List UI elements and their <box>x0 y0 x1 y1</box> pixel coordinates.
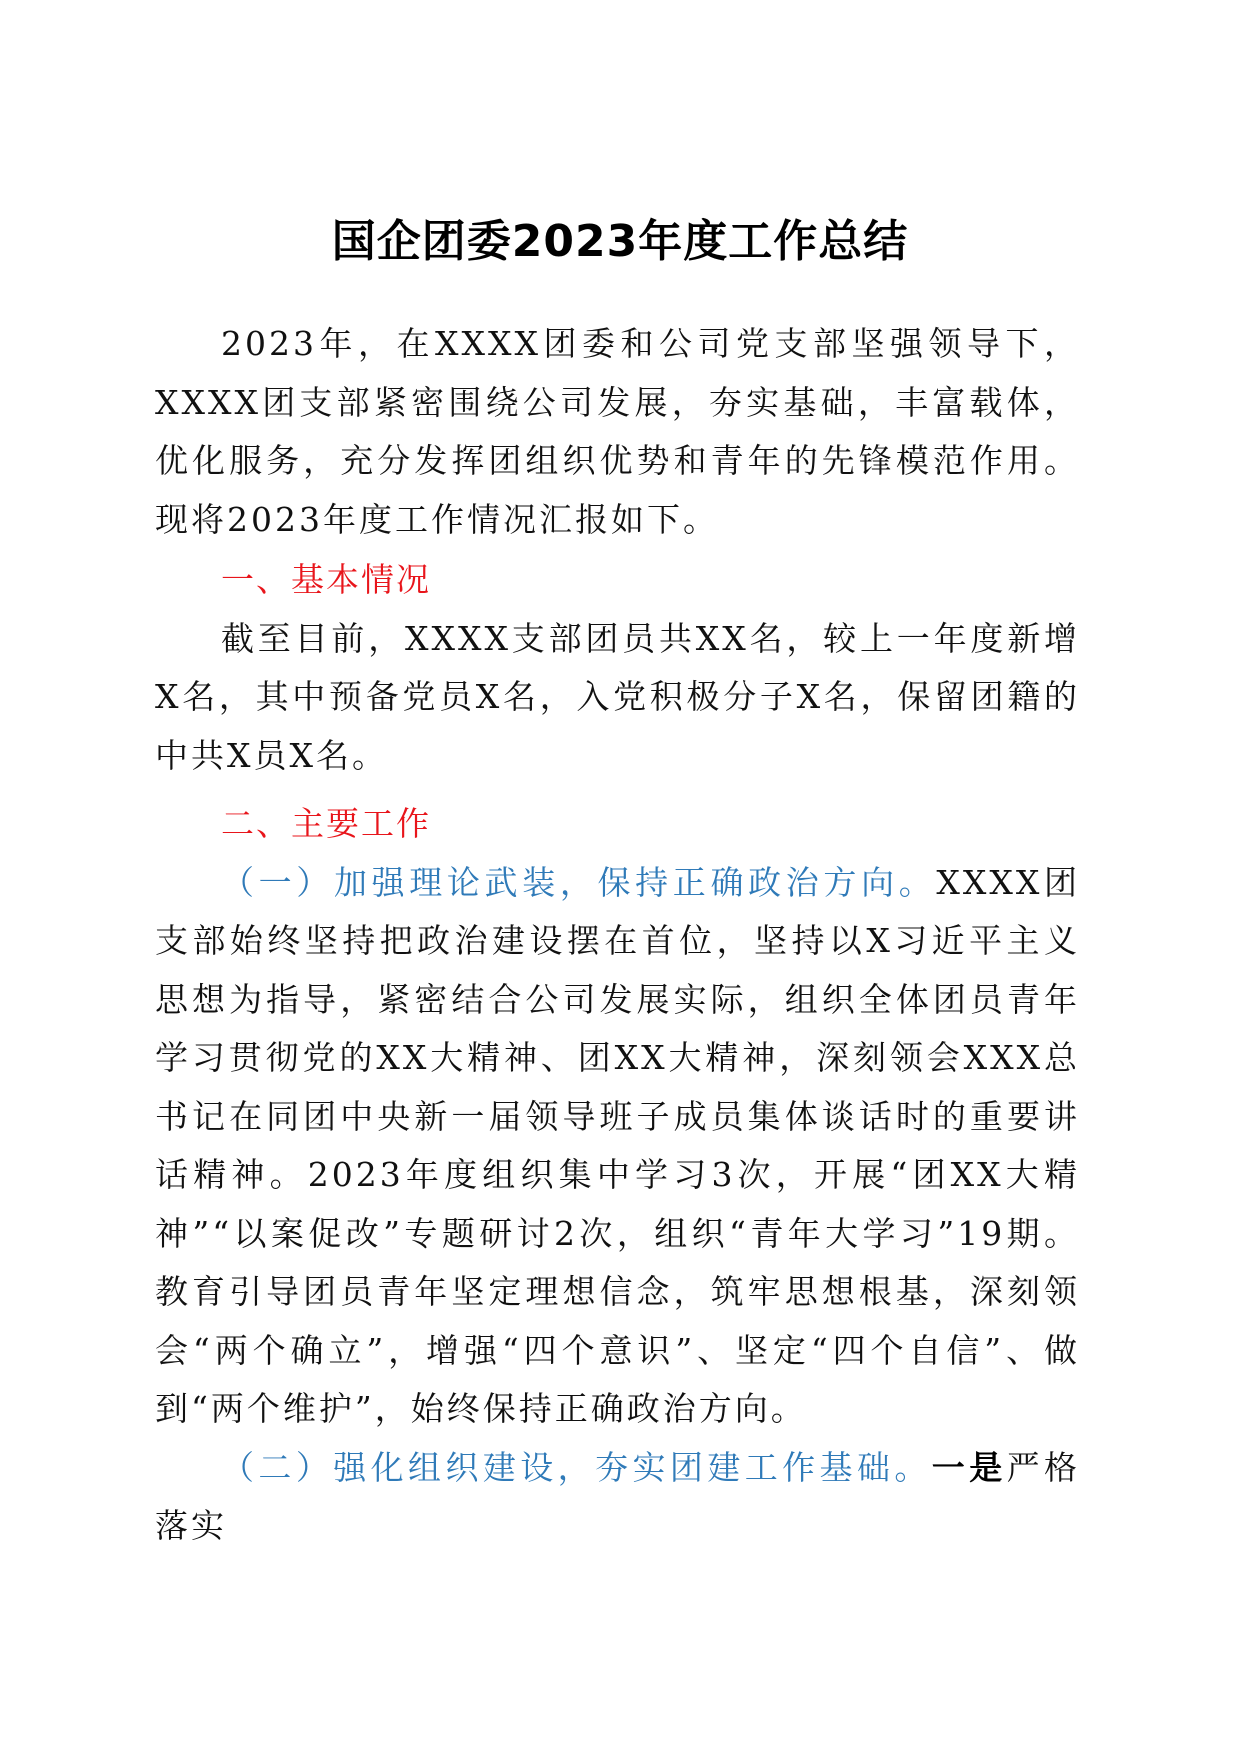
intro-paragraph: 2023年，在XXXX团委和公司党支部坚强领导下，XXXX团支部紧密围绕公司发展，夯实基础，丰富载体，优化服务，充分发挥团组织优势和青年的先锋模范作用。现将2023年度工作情况汇报如下。 <box>155 324 1080 539</box>
basic-info-paragraph: 截至目前，XXXX支部团员共XX名，较上一年度新增X名，其中预备党员X名，入党积极分子X名，保留团籍的中共X员X名。 <box>155 618 1080 775</box>
item-2-lead: （二）强化组织建设，夯实团建工作基础。 <box>221 1447 932 1487</box>
document-title: 国企团委2023年度工作总结 <box>331 216 909 267</box>
main-work-item-2 <box>155 1439 1080 1556</box>
section-heading-main-work: 二、主要工作 <box>221 804 431 843</box>
item-2-text: 严格落实 <box>155 1447 1081 1545</box>
main-work-item-1 <box>155 854 1080 1439</box>
item-2-bold-lead: 一是 <box>931 1447 1007 1487</box>
document-body <box>155 315 1080 1556</box>
section-heading-basic: 一、基本情况 <box>221 560 431 599</box>
item-1-text: XXXX团支部始终坚持把政治建设摆在首位，坚持以X习近平主义思想为指导，紧密结合公司发展实际，组织全体团员青年学习贯彻党的XX大精神、团XX大精神，深刻领会XXX总书记在同团中央新一届领导班子成员集体谈话时的重要讲话精神。2023年度组织集中学习3次，开展“团XX大精神”“以案促改”专题研讨2次，组织“青年大学习”19期。教育引导团员青年坚定理想信念，筑牢思想根基，深刻领会“两个确立”，增强“四个意识”、坚定“四个自信”、做到“两个维护”，始终保持正确政治方向。 <box>155 862 1080 1428</box>
item-1-lead: （一）加强理论武装，保持正确政治方向。 <box>221 862 937 902</box>
